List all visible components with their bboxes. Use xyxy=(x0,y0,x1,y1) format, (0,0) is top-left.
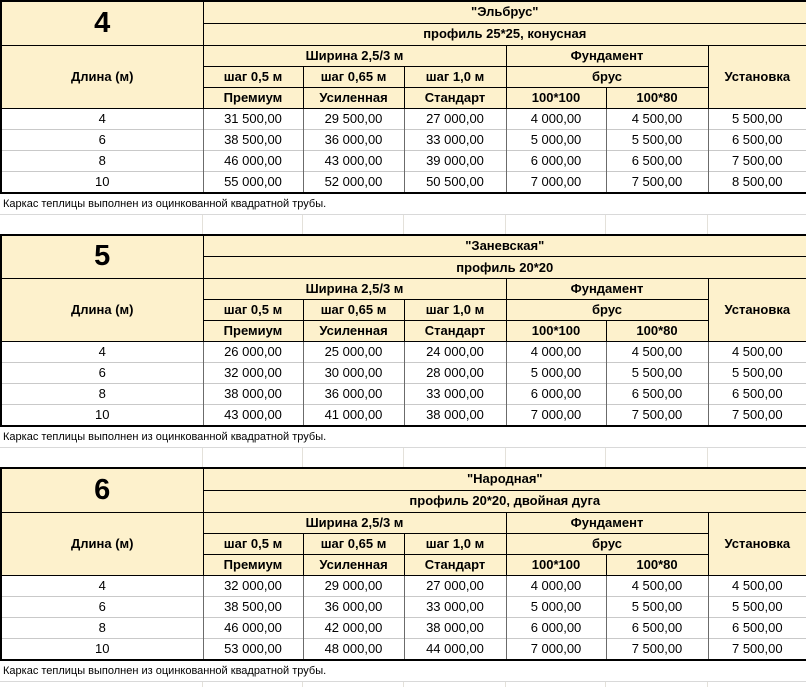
gridline xyxy=(302,448,303,467)
gridline xyxy=(605,448,606,467)
price-cell: 30 000,00 xyxy=(303,363,404,384)
grade-header: Премиум xyxy=(203,321,303,342)
price-cell: 31 500,00 xyxy=(203,108,303,129)
greenhouse-title: "Заневская" xyxy=(203,235,806,257)
width-group-header: Ширина 2,5/3 м xyxy=(203,279,506,300)
section-number: 6 xyxy=(1,468,203,512)
price-cell: 4 000,00 xyxy=(506,342,606,363)
price-cell: 52 000,00 xyxy=(303,171,404,193)
timber-size-header: 100*100 xyxy=(506,87,606,108)
timber-header: брус xyxy=(506,66,708,87)
table-row xyxy=(1,638,806,660)
length-cell: 8 xyxy=(1,150,203,171)
price-cell: 32 000,00 xyxy=(203,575,303,596)
grade-header: Стандарт xyxy=(404,554,506,575)
price-cell: 5 500,00 xyxy=(708,108,806,129)
profile-subtitle: профиль 20*20 xyxy=(203,257,806,279)
price-cell: 27 000,00 xyxy=(404,575,506,596)
price-cell: 38 000,00 xyxy=(203,384,303,405)
price-cell: 46 000,00 xyxy=(203,150,303,171)
price-cell: 5 000,00 xyxy=(506,596,606,617)
price-cell: 4 500,00 xyxy=(708,575,806,596)
length-cell: 4 xyxy=(1,108,203,129)
step-header: шаг 1,0 м xyxy=(404,300,506,321)
price-cell: 6 000,00 xyxy=(506,150,606,171)
gridline xyxy=(605,682,606,687)
section-gap xyxy=(0,215,806,234)
price-cell: 36 000,00 xyxy=(303,596,404,617)
section-elbrus xyxy=(0,0,806,234)
price-cell: 4 500,00 xyxy=(606,575,708,596)
price-cell: 6 500,00 xyxy=(708,617,806,638)
step-header: шаг 0,5 м xyxy=(203,300,303,321)
price-cell: 7 500,00 xyxy=(606,171,708,193)
table-row xyxy=(1,129,806,150)
price-cell: 6 500,00 xyxy=(606,617,708,638)
step-header: шаг 0,65 м xyxy=(303,533,404,554)
price-cell: 36 000,00 xyxy=(303,129,404,150)
price-cell: 4 000,00 xyxy=(506,108,606,129)
price-cell: 8 500,00 xyxy=(708,171,806,193)
width-group-header: Ширина 2,5/3 м xyxy=(203,512,506,533)
price-cell: 7 500,00 xyxy=(708,405,806,427)
section-gap xyxy=(0,448,806,467)
gridline xyxy=(605,215,606,234)
price-cell: 48 000,00 xyxy=(303,638,404,660)
price-cell: 5 000,00 xyxy=(506,363,606,384)
price-cell: 7 000,00 xyxy=(506,171,606,193)
price-cell: 38 000,00 xyxy=(404,405,506,427)
price-cell: 55 000,00 xyxy=(203,171,303,193)
price-cell: 39 000,00 xyxy=(404,150,506,171)
profile-subtitle: профиль 25*25, конусная xyxy=(203,23,806,45)
gridline xyxy=(202,448,203,467)
gridline xyxy=(302,682,303,687)
price-cell: 38 500,00 xyxy=(203,129,303,150)
table-row xyxy=(1,150,806,171)
price-cell: 5 500,00 xyxy=(708,596,806,617)
price-cell: 7 000,00 xyxy=(506,405,606,427)
price-cell: 4 500,00 xyxy=(606,342,708,363)
length-cell: 6 xyxy=(1,363,203,384)
price-cell: 33 000,00 xyxy=(404,129,506,150)
profile-subtitle: профиль 20*20, двойная дуга xyxy=(203,490,806,512)
price-cell: 33 000,00 xyxy=(404,596,506,617)
table-row xyxy=(1,384,806,405)
price-cell: 38 500,00 xyxy=(203,596,303,617)
price-cell: 43 000,00 xyxy=(303,150,404,171)
price-cell: 33 000,00 xyxy=(404,384,506,405)
gridline xyxy=(505,215,506,234)
length-cell: 8 xyxy=(1,384,203,405)
gridline xyxy=(302,215,303,234)
price-cell: 29 500,00 xyxy=(303,108,404,129)
length-cell: 6 xyxy=(1,596,203,617)
gridline xyxy=(403,448,404,467)
width-group-header: Ширина 2,5/3 м xyxy=(203,45,506,66)
price-cell: 5 500,00 xyxy=(606,363,708,384)
section-zanevskaya xyxy=(0,234,806,468)
frame-note: Каркас теплицы выполнен из оцинкованной квадратной трубы. xyxy=(0,661,806,682)
price-cell: 7 500,00 xyxy=(606,405,708,427)
price-cell: 43 000,00 xyxy=(203,405,303,427)
price-cell: 38 000,00 xyxy=(404,617,506,638)
step-header: шаг 0,65 м xyxy=(303,300,404,321)
price-cell: 7 500,00 xyxy=(606,638,708,660)
price-cell: 6 000,00 xyxy=(506,617,606,638)
grade-header: Премиум xyxy=(203,87,303,108)
price-cell: 7 500,00 xyxy=(708,150,806,171)
price-cell: 29 000,00 xyxy=(303,575,404,596)
step-header: шаг 0,5 м xyxy=(203,533,303,554)
price-table xyxy=(0,234,806,428)
section-number: 4 xyxy=(1,1,203,45)
gridline xyxy=(707,215,708,234)
price-cell: 50 500,00 xyxy=(404,171,506,193)
price-cell: 4 000,00 xyxy=(506,575,606,596)
step-header: шаг 0,65 м xyxy=(303,66,404,87)
table-row xyxy=(1,405,806,427)
timber-size-header: 100*100 xyxy=(506,554,606,575)
price-cell: 4 500,00 xyxy=(708,342,806,363)
length-cell: 10 xyxy=(1,638,203,660)
greenhouse-title: "Эльбрус" xyxy=(203,1,806,23)
price-cell: 6 500,00 xyxy=(606,150,708,171)
section-gap xyxy=(0,682,806,687)
gridline xyxy=(202,682,203,687)
table-row xyxy=(1,575,806,596)
table-row xyxy=(1,342,806,363)
gridline xyxy=(707,448,708,467)
price-cell: 24 000,00 xyxy=(404,342,506,363)
greenhouse-title: "Народная" xyxy=(203,468,806,490)
price-cell: 4 500,00 xyxy=(606,108,708,129)
price-cell: 44 000,00 xyxy=(404,638,506,660)
timber-header: брус xyxy=(506,300,708,321)
timber-header: брус xyxy=(506,533,708,554)
timber-size-header: 100*80 xyxy=(606,554,708,575)
grade-header: Стандарт xyxy=(404,87,506,108)
price-cell: 5 500,00 xyxy=(606,129,708,150)
timber-size-header: 100*80 xyxy=(606,321,708,342)
foundation-header: Фундамент xyxy=(506,279,708,300)
step-header: шаг 1,0 м xyxy=(404,66,506,87)
table-row xyxy=(1,596,806,617)
step-header: шаг 1,0 м xyxy=(404,533,506,554)
timber-size-header: 100*80 xyxy=(606,87,708,108)
frame-note: Каркас теплицы выполнен из оцинкованной квадратной трубы. xyxy=(0,427,806,448)
gridline xyxy=(403,682,404,687)
step-header: шаг 0,5 м xyxy=(203,66,303,87)
price-cell: 42 000,00 xyxy=(303,617,404,638)
grade-header: Усиленная xyxy=(303,554,404,575)
grade-header: Усиленная xyxy=(303,321,404,342)
price-cell: 5 500,00 xyxy=(708,363,806,384)
price-cell: 32 000,00 xyxy=(203,363,303,384)
frame-note: Каркас теплицы выполнен из оцинкованной квадратной трубы. xyxy=(0,194,806,215)
install-header: Установка xyxy=(708,279,806,342)
price-cell: 6 000,00 xyxy=(506,384,606,405)
price-cell: 41 000,00 xyxy=(303,405,404,427)
length-header: Длина (м) xyxy=(1,279,203,342)
price-cell: 5 500,00 xyxy=(606,596,708,617)
foundation-header: Фундамент xyxy=(506,45,708,66)
length-cell: 4 xyxy=(1,342,203,363)
price-cell: 7 500,00 xyxy=(708,638,806,660)
table-row xyxy=(1,363,806,384)
price-table xyxy=(0,0,806,194)
grade-header: Стандарт xyxy=(404,321,506,342)
length-cell: 8 xyxy=(1,617,203,638)
price-table xyxy=(0,467,806,661)
section-number: 5 xyxy=(1,235,203,279)
price-cell: 26 000,00 xyxy=(203,342,303,363)
grade-header: Усиленная xyxy=(303,87,404,108)
install-header: Установка xyxy=(708,512,806,575)
length-header: Длина (м) xyxy=(1,45,203,108)
install-header: Установка xyxy=(708,45,806,108)
price-cell: 27 000,00 xyxy=(404,108,506,129)
price-cell: 25 000,00 xyxy=(303,342,404,363)
price-cell: 5 000,00 xyxy=(506,129,606,150)
price-cell: 28 000,00 xyxy=(404,363,506,384)
price-cell: 6 500,00 xyxy=(606,384,708,405)
section-narodnaya xyxy=(0,467,806,687)
grade-header: Премиум xyxy=(203,554,303,575)
length-header: Длина (м) xyxy=(1,512,203,575)
foundation-header: Фундамент xyxy=(506,512,708,533)
price-cell: 6 500,00 xyxy=(708,129,806,150)
price-cell: 36 000,00 xyxy=(303,384,404,405)
table-row xyxy=(1,108,806,129)
length-cell: 10 xyxy=(1,171,203,193)
price-cell: 7 000,00 xyxy=(506,638,606,660)
timber-size-header: 100*100 xyxy=(506,321,606,342)
gridline xyxy=(707,682,708,687)
gridline xyxy=(403,215,404,234)
price-cell: 6 500,00 xyxy=(708,384,806,405)
table-row xyxy=(1,171,806,193)
length-cell: 4 xyxy=(1,575,203,596)
table-row xyxy=(1,617,806,638)
gridline xyxy=(505,448,506,467)
gridline xyxy=(202,215,203,234)
length-cell: 10 xyxy=(1,405,203,427)
length-cell: 6 xyxy=(1,129,203,150)
price-cell: 53 000,00 xyxy=(203,638,303,660)
price-cell: 46 000,00 xyxy=(203,617,303,638)
gridline xyxy=(505,682,506,687)
